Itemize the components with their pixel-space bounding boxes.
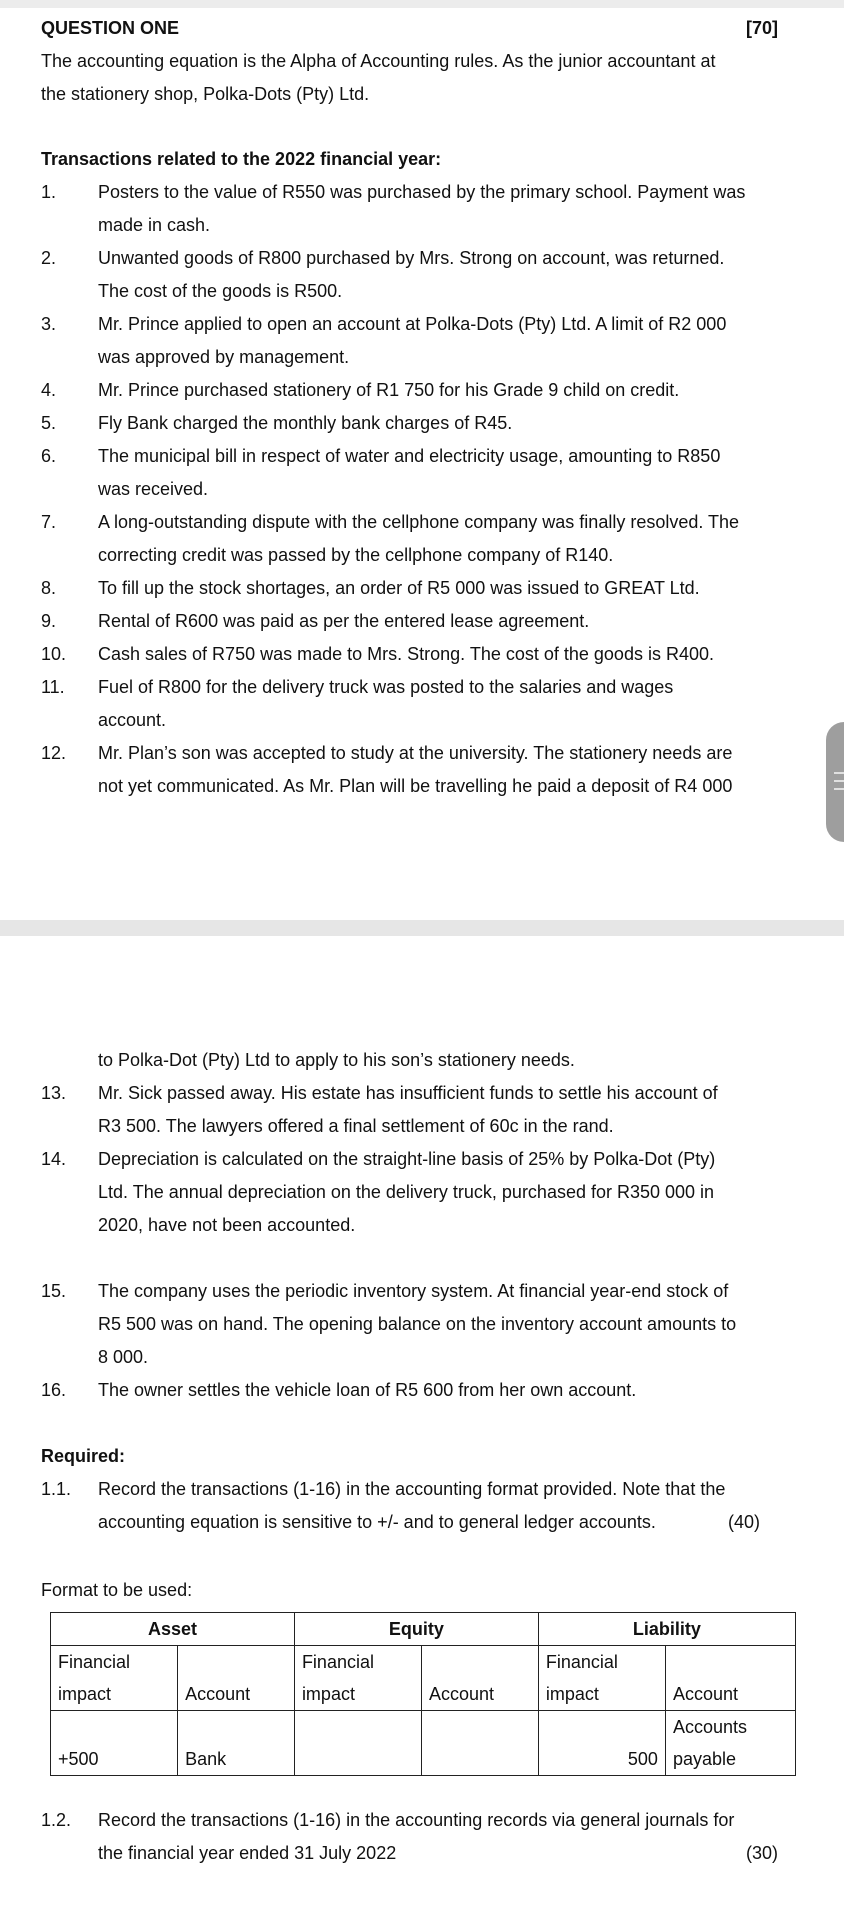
page-break	[0, 920, 844, 936]
table-example-row	[51, 1711, 796, 1776]
transaction-text-line: not yet communicated. As Mr. Plan will be travelling he paid a deposit of R4 000	[98, 776, 733, 796]
example-liability-impact: 500	[538, 1711, 665, 1776]
q11-number: 1.1.	[41, 1479, 72, 1499]
group-header-equity: Equity	[294, 1613, 538, 1646]
transactions-heading: Transactions related to the 2022 financial year:	[41, 149, 442, 169]
question-title: QUESTION ONE	[41, 18, 180, 38]
transaction-12-continuation: to Polka-Dot (Pty) Ltd to apply to his son’s stationery needs.	[98, 1050, 575, 1070]
transaction-text-line: was received.	[98, 479, 209, 499]
q11-line-2: accounting equation is sensitive to +/- and to general ledger accounts.	[98, 1512, 656, 1532]
q12-number: 1.2.	[41, 1810, 72, 1830]
equity-account-header: Account	[422, 1646, 539, 1711]
liability-financial-impact-header: Financial impact	[538, 1646, 665, 1711]
transaction-text-line: Mr. Prince applied to open an account at Polka-Dots (Pty) Ltd. A limit of R2 000	[98, 314, 727, 334]
transaction-text-line: correcting credit was passed by the cellphone company of R140.	[98, 545, 614, 565]
transaction-text-line: To fill up the stock shortages, an order of R5 000 was issued to GREAT Ltd.	[98, 578, 700, 598]
q12-line-2: the financial year ended 31 July 2022	[98, 1843, 397, 1863]
transaction-number: 5.	[41, 413, 57, 433]
transaction-number: 1.	[41, 182, 57, 202]
transaction-text-line: Cash sales of R750 was made to Mrs. Strong. The cost of the goods is R400.	[98, 644, 714, 664]
question-marks: [70]	[746, 18, 779, 38]
document-page-1	[0, 8, 844, 920]
transaction-number: 10.	[41, 644, 67, 664]
document-page-2	[0, 936, 844, 1920]
table-subheader-row	[51, 1646, 796, 1711]
intro-line-1: The accounting equation is the Alpha of Accounting rules. As the junior accountant at	[41, 51, 716, 71]
transaction-text-line: 8 000.	[98, 1347, 149, 1367]
transaction-text-line: A long-outstanding dispute with the cellphone company was finally resolved. The	[98, 512, 740, 532]
transaction-number: 8.	[41, 578, 57, 598]
example-asset-impact: +500	[51, 1711, 178, 1776]
q12-marks: (30)	[746, 1843, 779, 1863]
transaction-number: 14.	[41, 1149, 67, 1169]
transaction-text-line: 2020, have not been accounted.	[98, 1215, 356, 1235]
transaction-text-line: Mr. Prince purchased stationery of R1 750 for his Grade 9 child on credit.	[98, 380, 680, 400]
example-equity-impact	[294, 1711, 421, 1776]
required-heading: Required:	[41, 1446, 126, 1466]
example-asset-account: Bank	[178, 1711, 295, 1776]
transaction-text-line: Mr. Plan’s son was accepted to study at the university. The stationery needs are	[98, 743, 733, 763]
transaction-number: 13.	[41, 1083, 67, 1103]
equity-financial-impact-header: Financial impact	[294, 1646, 421, 1711]
transaction-text-line: Unwanted goods of R800 purchased by Mrs. Strong on account, was returned.	[98, 248, 725, 268]
q12-line-1: Record the transactions (1-16) in the accounting records via general journals for	[98, 1810, 735, 1830]
transaction-number: 2.	[41, 248, 57, 268]
example-liability-account: Accounts payable	[665, 1711, 795, 1776]
liability-account-header: Account	[665, 1646, 795, 1711]
transaction-number: 9.	[41, 611, 57, 631]
transaction-text-line: Depreciation is calculated on the straight-line basis of 25% by Polka-Dot (Pty)	[98, 1149, 716, 1169]
transaction-number: 7.	[41, 512, 57, 532]
asset-account-header: Account	[178, 1646, 295, 1711]
table-group-header-row	[51, 1613, 796, 1646]
transaction-number: 3.	[41, 314, 57, 334]
transaction-number: 16.	[41, 1380, 67, 1400]
side-panel-handle[interactable]	[826, 722, 844, 842]
transaction-text-line: was approved by management.	[98, 347, 350, 367]
transaction-number: 15.	[41, 1281, 67, 1301]
transaction-text-line: The owner settles the vehicle loan of R5 600 from her own account.	[98, 1380, 637, 1400]
transaction-text-line: The cost of the goods is R500.	[98, 281, 343, 301]
transaction-text-line: Fly Bank charged the monthly bank charges of R45.	[98, 413, 513, 433]
transaction-text-line: The municipal bill in respect of water and electricity usage, amounting to R850	[98, 446, 721, 466]
transaction-text-line: R5 500 was on hand. The opening balance on the inventory account amounts to	[98, 1314, 737, 1334]
transaction-number: 6.	[41, 446, 57, 466]
transaction-number: 12.	[41, 743, 67, 763]
transaction-text-line: Rental of R600 was paid as per the entered lease agreement.	[98, 611, 590, 631]
transaction-text-line: Mr. Sick passed away. His estate has insufficient funds to settle his account of	[98, 1083, 718, 1103]
transaction-text-line: The company uses the periodic inventory system. At financial year-end stock of	[98, 1281, 729, 1301]
intro-line-2: the stationery shop, Polka-Dots (Pty) Ltd.	[41, 84, 370, 104]
transaction-number: 4.	[41, 380, 57, 400]
format-label: Format to be used:	[41, 1580, 193, 1600]
top-bar	[0, 0, 844, 8]
q11-line-1: Record the transactions (1-16) in the accounting format provided. Note that the	[98, 1479, 726, 1499]
transaction-text-line: account.	[98, 710, 167, 730]
accounting-format-table	[50, 1612, 796, 1776]
transaction-text-line: Fuel of R800 for the delivery truck was posted to the salaries and wages	[98, 677, 674, 697]
group-header-liability: Liability	[538, 1613, 795, 1646]
transaction-text-line: R3 500. The lawyers offered a final settlement of 60c in the rand.	[98, 1116, 614, 1136]
example-equity-account	[422, 1711, 539, 1776]
transaction-text-line: made in cash.	[98, 215, 211, 235]
transaction-text-line: Posters to the value of R550 was purchased by the primary school. Payment was	[98, 182, 746, 202]
asset-financial-impact-header: Financial impact	[51, 1646, 178, 1711]
group-header-asset: Asset	[51, 1613, 295, 1646]
transaction-text-line: Ltd. The annual depreciation on the delivery truck, purchased for R350 000 in	[98, 1182, 715, 1202]
transaction-number: 11.	[41, 677, 65, 697]
q11-marks: (40)	[728, 1512, 761, 1532]
